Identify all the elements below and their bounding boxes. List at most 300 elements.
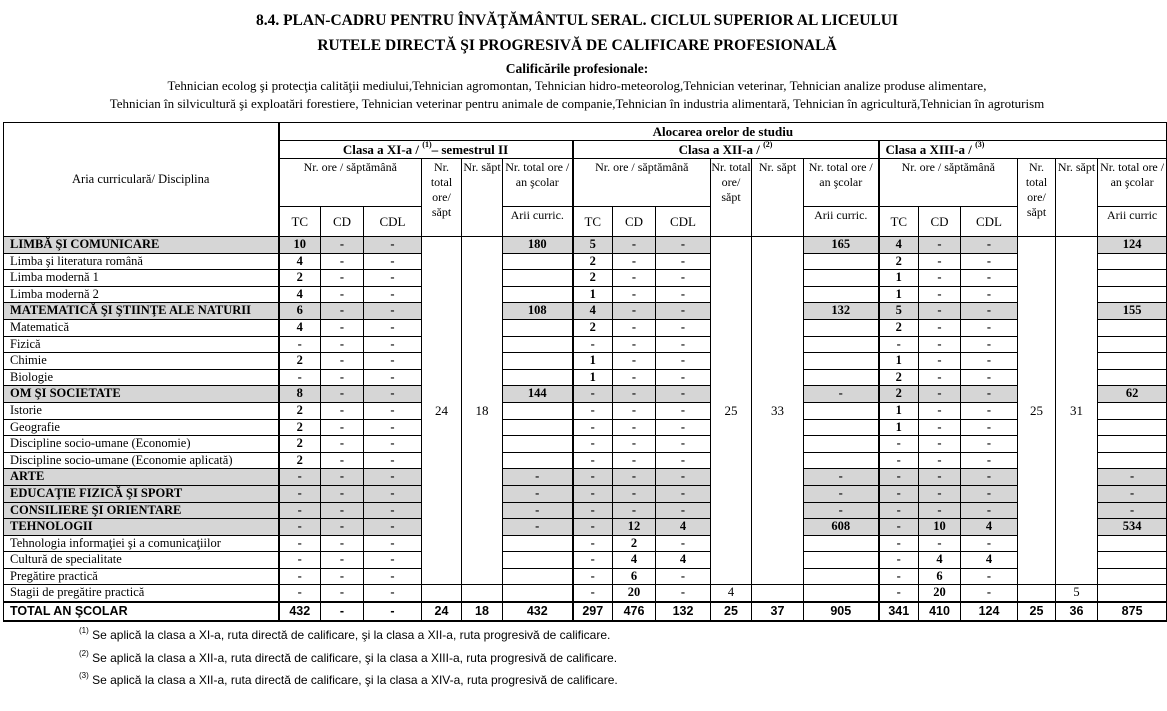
cdl-value: - xyxy=(656,270,711,287)
tc-value: - xyxy=(573,552,613,569)
cd-value: 10 xyxy=(919,519,961,536)
cd-value: - xyxy=(613,386,656,403)
tc-value: 5 xyxy=(573,237,613,254)
year-total-value: - xyxy=(804,469,879,486)
cdl-value: - xyxy=(656,319,711,336)
tc-value: 4 xyxy=(279,286,321,303)
cd-value: 6 xyxy=(919,568,961,585)
tc-value: 4 xyxy=(879,237,919,254)
tc-value: - xyxy=(573,535,613,552)
stagii-total-hours xyxy=(422,585,462,602)
tc-value: - xyxy=(573,419,613,436)
year-total-value xyxy=(503,419,573,436)
total-value: 37 xyxy=(752,602,804,621)
tc-value: 2 xyxy=(279,436,321,453)
discipline-name: Limba modernă 2 xyxy=(4,286,279,303)
cd-header: CD xyxy=(613,207,656,237)
year-total-value xyxy=(1098,319,1167,336)
tc-header: TC xyxy=(279,207,321,237)
discipline-name: Discipline socio-umane (Economie) xyxy=(4,436,279,453)
year-total-value xyxy=(804,353,879,370)
cdl-value: - xyxy=(656,452,711,469)
total-value: 132 xyxy=(656,602,711,621)
tc-value: - xyxy=(279,485,321,502)
tc-value: 1 xyxy=(879,270,919,287)
cdl-value: - xyxy=(364,353,422,370)
area-name: OM ŞI SOCIETATE xyxy=(4,386,279,403)
tc-value: - xyxy=(573,402,613,419)
tc-value: - xyxy=(573,585,613,602)
tc-value: - xyxy=(279,469,321,486)
year-total-value xyxy=(804,452,879,469)
cd-value: - xyxy=(321,253,364,270)
tc-value: - xyxy=(279,502,321,519)
cd-value: - xyxy=(321,436,364,453)
cdl-value: - xyxy=(961,386,1018,403)
cd-value: 20 xyxy=(919,585,961,602)
cdl-value: - xyxy=(364,369,422,386)
cdl-value: 4 xyxy=(961,552,1018,569)
cdl-value: - xyxy=(656,485,711,502)
cdl-value: - xyxy=(656,303,711,320)
cdl-value: - xyxy=(364,469,422,486)
cdl-value: - xyxy=(656,353,711,370)
cdl-value: - xyxy=(961,336,1018,353)
cdl-value: - xyxy=(961,286,1018,303)
tc-value: - xyxy=(879,585,919,602)
cd-value: - xyxy=(613,336,656,353)
tc-value: - xyxy=(879,469,919,486)
cdl-value: - xyxy=(364,303,422,320)
year-total-value xyxy=(804,535,879,552)
year-total-value xyxy=(804,419,879,436)
cd-value: - xyxy=(321,386,364,403)
cd-value: - xyxy=(321,270,364,287)
area-column-header: Aria curriculară/ Disciplina xyxy=(4,123,279,237)
cdl-header: CDL xyxy=(364,207,422,237)
cdl-value: - xyxy=(656,336,711,353)
total-value: - xyxy=(321,602,364,621)
year-total-value: 124 xyxy=(1098,237,1167,254)
year-total-value xyxy=(804,402,879,419)
year-total-value xyxy=(804,286,879,303)
tc-value: - xyxy=(573,502,613,519)
discipline-name: Tehnologia informaţiei şi a comunicaţiilor xyxy=(4,535,279,552)
total-year-header: Nr. total ore / an şcolar xyxy=(1098,159,1167,207)
cd-value: - xyxy=(613,419,656,436)
year-total-value: 144 xyxy=(503,386,573,403)
weeks-value: 18 xyxy=(462,237,503,585)
cdl-value: 4 xyxy=(961,519,1018,536)
discipline-row xyxy=(4,369,1167,386)
tc-value: 2 xyxy=(279,270,321,287)
cdl-value: - xyxy=(961,452,1018,469)
class-xii-header: Clasa a XII-a / $^{(2)}$ xyxy=(573,141,879,159)
cdl-value: - xyxy=(961,270,1018,287)
year-total-value: 62 xyxy=(1098,386,1167,403)
cd-value: - xyxy=(919,469,961,486)
cd-value: - xyxy=(321,535,364,552)
cdl-value: - xyxy=(656,369,711,386)
discipline-row xyxy=(4,419,1167,436)
year-total-value xyxy=(804,270,879,287)
area-name: ARTE xyxy=(4,469,279,486)
cdl-value: - xyxy=(961,369,1018,386)
year-total-value xyxy=(503,369,573,386)
year-total-value xyxy=(503,336,573,353)
year-total-value: - xyxy=(804,502,879,519)
cd-value: - xyxy=(613,502,656,519)
cd-value: - xyxy=(919,419,961,436)
total-year-header: Nr. total ore / an şcolar xyxy=(503,159,573,207)
cd-value: - xyxy=(919,336,961,353)
cdl-value: - xyxy=(364,436,422,453)
discipline-name: Biologie xyxy=(4,369,279,386)
year-total-value xyxy=(1098,402,1167,419)
area-row xyxy=(4,469,1167,486)
tc-value: 1 xyxy=(879,402,919,419)
tc-value: - xyxy=(879,336,919,353)
discipline-row xyxy=(4,452,1167,469)
area-row xyxy=(4,519,1167,536)
discipline-name: Istorie xyxy=(4,402,279,419)
discipline-row xyxy=(4,585,1167,602)
weeks-value: 31 xyxy=(1056,237,1098,585)
cdl-value: - xyxy=(364,485,422,502)
cdl-value: - xyxy=(961,319,1018,336)
tc-value: 1 xyxy=(879,286,919,303)
cdl-value: - xyxy=(961,253,1018,270)
cdl-value: - xyxy=(656,502,711,519)
cd-value: - xyxy=(321,369,364,386)
tc-value: 2 xyxy=(573,270,613,287)
year-total-value xyxy=(804,585,879,602)
year-total-value: 155 xyxy=(1098,303,1167,320)
cdl-value: - xyxy=(961,353,1018,370)
total-hours-week-header: Nr. total ore/ săpt xyxy=(711,159,752,237)
cdl-value: - xyxy=(961,419,1018,436)
tc-value: - xyxy=(573,469,613,486)
cd-value: - xyxy=(321,485,364,502)
total-value: 410 xyxy=(919,602,961,621)
cd-header: CD xyxy=(919,207,961,237)
year-total-value xyxy=(1098,353,1167,370)
tc-value: - xyxy=(279,568,321,585)
year-total-value xyxy=(503,286,573,303)
year-total-value xyxy=(503,270,573,287)
tc-value: 2 xyxy=(279,419,321,436)
footnote-3: $^{(3)}$ Se aplică la clasa a XII-a, ruta directă de calificare, şi la clasa a XIV-a, ruta progresivă de calificare. xyxy=(79,671,618,687)
cdl-value: - xyxy=(364,402,422,419)
tc-header: TC xyxy=(573,207,613,237)
cd-value: - xyxy=(321,336,364,353)
year-total-value xyxy=(1098,568,1167,585)
cdl-value: - xyxy=(364,237,422,254)
year-total-value: - xyxy=(503,469,573,486)
cd-value: 6 xyxy=(613,568,656,585)
cdl-value: - xyxy=(656,237,711,254)
weeks-header: Nr. săpt xyxy=(462,159,503,237)
total-row xyxy=(4,602,1167,621)
area-name: LIMBĂ ŞI COMUNICARE xyxy=(4,237,279,254)
year-total-value xyxy=(1098,286,1167,303)
tc-value: 2 xyxy=(573,253,613,270)
cd-value: - xyxy=(613,436,656,453)
tc-value: 5 xyxy=(879,303,919,320)
cd-value: - xyxy=(919,253,961,270)
tc-header: TC xyxy=(879,207,919,237)
tc-value: - xyxy=(279,519,321,536)
cdl-value: 4 xyxy=(656,552,711,569)
tc-value: 1 xyxy=(573,369,613,386)
year-total-value xyxy=(804,253,879,270)
stagii-weeks xyxy=(752,585,804,602)
year-total-value xyxy=(503,253,573,270)
stagii-total-hours: 4 xyxy=(711,585,752,602)
total-hours-week-value: 25 xyxy=(711,237,752,585)
tc-value: - xyxy=(879,485,919,502)
weeks-value: 33 xyxy=(752,237,804,585)
year-total-value: - xyxy=(503,519,573,536)
year-total-value: 534 xyxy=(1098,519,1167,536)
tc-value: - xyxy=(879,436,919,453)
footnote-2: $^{(2)}$ Se aplică la clasa a XII-a, ruta directă de calificare, şi la clasa a XIII-a, ruta progresivă de calificare. xyxy=(79,649,618,665)
total-value: 36 xyxy=(1056,602,1098,621)
discipline-name: Limba modernă 1 xyxy=(4,270,279,287)
cd-value: - xyxy=(919,319,961,336)
year-total-value xyxy=(1098,369,1167,386)
cdl-value: - xyxy=(961,469,1018,486)
total-hours-week-value: 24 xyxy=(422,237,462,585)
cd-value: - xyxy=(919,502,961,519)
year-total-value: - xyxy=(804,485,879,502)
tc-value: 2 xyxy=(279,402,321,419)
cdl-value: - xyxy=(364,585,422,602)
total-hours-week-header: Nr. total ore/ săpt xyxy=(1018,159,1056,237)
year-total-value: 165 xyxy=(804,237,879,254)
cd-value: - xyxy=(919,369,961,386)
tc-value: 2 xyxy=(573,319,613,336)
discipline-row xyxy=(4,319,1167,336)
weeks-header: Nr. săpt xyxy=(752,159,804,237)
tc-value: - xyxy=(279,552,321,569)
cdl-value: - xyxy=(656,386,711,403)
year-total-value xyxy=(503,436,573,453)
cdl-value: - xyxy=(961,436,1018,453)
discipline-row xyxy=(4,535,1167,552)
year-total-value xyxy=(503,402,573,419)
qualifications-label: Calificările profesionale: xyxy=(505,61,649,76)
total-value: - xyxy=(364,602,422,621)
cd-value: - xyxy=(613,270,656,287)
area-name: CONSILIERE ŞI ORIENTARE xyxy=(4,502,279,519)
tc-value: - xyxy=(279,535,321,552)
cd-value: - xyxy=(613,452,656,469)
cd-value: 2 xyxy=(613,535,656,552)
cdl-value: - xyxy=(961,535,1018,552)
cd-value: - xyxy=(321,452,364,469)
cdl-value: - xyxy=(656,286,711,303)
year-total-value xyxy=(503,568,573,585)
tc-value: - xyxy=(879,552,919,569)
year-total-value xyxy=(804,369,879,386)
cd-value: - xyxy=(919,402,961,419)
cdl-value: - xyxy=(364,270,422,287)
year-total-value xyxy=(1098,452,1167,469)
tc-value: - xyxy=(573,386,613,403)
cd-value: - xyxy=(919,436,961,453)
cd-value: - xyxy=(919,237,961,254)
tc-value: 2 xyxy=(879,386,919,403)
discipline-row xyxy=(4,552,1167,569)
cd-value: - xyxy=(613,286,656,303)
tc-value: 1 xyxy=(879,419,919,436)
year-total-value xyxy=(503,585,573,602)
total-label: TOTAL AN ŞCOLAR xyxy=(4,602,279,621)
area-row xyxy=(4,386,1167,403)
total-value: 25 xyxy=(1018,602,1056,621)
cd-value: - xyxy=(919,452,961,469)
tc-value: - xyxy=(279,585,321,602)
discipline-name: Cultură de specialitate xyxy=(4,552,279,569)
total-value: 24 xyxy=(422,602,462,621)
cdl-value: - xyxy=(364,336,422,353)
cdl-header: CDL xyxy=(656,207,711,237)
area-name: MATEMATICĂ ŞI ŞTIINŢE ALE NATURII xyxy=(4,303,279,320)
year-total-value: 608 xyxy=(804,519,879,536)
cdl-value: - xyxy=(364,319,422,336)
total-value: 18 xyxy=(462,602,503,621)
discipline-name: Pregătire practică xyxy=(4,568,279,585)
tc-value: - xyxy=(879,502,919,519)
cdl-value: - xyxy=(656,419,711,436)
tc-value: - xyxy=(879,519,919,536)
cdl-value: - xyxy=(364,535,422,552)
cdl-value: - xyxy=(364,502,422,519)
discipline-name: Chimie xyxy=(4,353,279,370)
discipline-row xyxy=(4,436,1167,453)
tc-value: 1 xyxy=(879,353,919,370)
class-xiii-header: Clasa a XIII-a / $^{(3)}$ xyxy=(879,141,1167,159)
tc-value: - xyxy=(879,452,919,469)
discipline-name: Limba şi literatura română xyxy=(4,253,279,270)
cd-header: CD xyxy=(321,207,364,237)
year-total-value xyxy=(804,552,879,569)
year-total-value: 180 xyxy=(503,237,573,254)
cd-value: - xyxy=(613,485,656,502)
cdl-header: CDL xyxy=(961,207,1018,237)
tc-value: 1 xyxy=(573,353,613,370)
tc-value: - xyxy=(279,336,321,353)
area-name: EDUCAŢIE FIZICĂ ŞI SPORT xyxy=(4,485,279,502)
tc-value: - xyxy=(573,436,613,453)
cd-value: 4 xyxy=(613,552,656,569)
tc-value: 2 xyxy=(279,452,321,469)
cdl-value: - xyxy=(961,402,1018,419)
tc-value: 4 xyxy=(279,319,321,336)
cd-value: - xyxy=(613,353,656,370)
hours-per-week-header: Nr. ore / săptămână xyxy=(279,159,422,207)
total-value: 875 xyxy=(1098,602,1167,621)
discipline-row xyxy=(4,336,1167,353)
cdl-value: 4 xyxy=(656,519,711,536)
arii-curric-header: Arii curric xyxy=(1098,207,1167,237)
cd-value: - xyxy=(919,286,961,303)
qualifications-line-2: Tehnician în silvicultură şi exploatări forestiere, Tehnician veterinar pentru animale de companie,Tehnician în industria alimentară, Tehnician în agricultură,Tehnician în agroturism xyxy=(109,96,1045,111)
discipline-name: Discipline socio-umane (Economie aplicată) xyxy=(4,452,279,469)
tc-value: - xyxy=(573,336,613,353)
year-total-value xyxy=(503,535,573,552)
tc-value: 2 xyxy=(879,369,919,386)
year-total-value: - xyxy=(804,386,879,403)
cd-value: - xyxy=(321,303,364,320)
cd-value: - xyxy=(613,369,656,386)
discipline-name: Matematică xyxy=(4,319,279,336)
cdl-value: - xyxy=(961,237,1018,254)
study-plan-table xyxy=(3,122,1167,622)
year-total-value xyxy=(503,319,573,336)
cdl-value: - xyxy=(364,552,422,569)
total-value: 905 xyxy=(804,602,879,621)
cd-value: - xyxy=(321,552,364,569)
cd-value: - xyxy=(613,303,656,320)
arii-curric-header: Arii curric. xyxy=(503,207,573,237)
qualifications-line-1: Tehnician ecolog şi protecţia calităţii mediului,Tehnician agromontan, Tehnician hidro-meteorolog,Tehnician veterinar, Tehnician analize produse alimentare, xyxy=(167,78,987,93)
year-total-value xyxy=(503,552,573,569)
total-value: 476 xyxy=(613,602,656,621)
total-year-header: Nr. total ore / an şcolar xyxy=(804,159,879,207)
cdl-value: - xyxy=(961,585,1018,602)
cd-value: - xyxy=(321,353,364,370)
cd-value: - xyxy=(919,270,961,287)
area-row xyxy=(4,237,1167,254)
cdl-value: - xyxy=(656,253,711,270)
cdl-value: - xyxy=(364,568,422,585)
tc-value: 2 xyxy=(879,253,919,270)
tc-value: - xyxy=(573,519,613,536)
discipline-row xyxy=(4,568,1167,585)
total-value: 432 xyxy=(503,602,573,621)
tc-value: 4 xyxy=(573,303,613,320)
footnote-1: $^{(1)}$ Se aplică la clasa a XI-a, ruta directă de calificare, şi la clasa a XII-a, ruta progresivă de calificare. xyxy=(79,626,611,642)
total-value: 297 xyxy=(573,602,613,621)
discipline-row xyxy=(4,286,1167,303)
cdl-value: - xyxy=(961,568,1018,585)
discipline-row xyxy=(4,270,1167,287)
arii-curric-header: Arii curric. xyxy=(804,207,879,237)
cdl-value: - xyxy=(656,585,711,602)
hours-per-week-header: Nr. ore / săptămână xyxy=(879,159,1018,207)
cd-value: - xyxy=(919,485,961,502)
year-total-value: - xyxy=(1098,502,1167,519)
cdl-value: - xyxy=(656,436,711,453)
year-total-value xyxy=(804,568,879,585)
year-total-value xyxy=(1098,436,1167,453)
tc-value: 8 xyxy=(279,386,321,403)
tc-value: - xyxy=(573,485,613,502)
year-total-value xyxy=(804,336,879,353)
discipline-name: Stagii de pregătire practică xyxy=(4,585,279,602)
allocation-header: Alocarea orelor de studiu xyxy=(279,123,1167,141)
cd-value: 12 xyxy=(613,519,656,536)
discipline-name: Fizică xyxy=(4,336,279,353)
tc-value: - xyxy=(279,369,321,386)
total-value: 341 xyxy=(879,602,919,621)
cdl-value: - xyxy=(656,469,711,486)
stagii-weeks xyxy=(462,585,503,602)
year-total-value xyxy=(1098,552,1167,569)
cdl-value: - xyxy=(364,286,422,303)
